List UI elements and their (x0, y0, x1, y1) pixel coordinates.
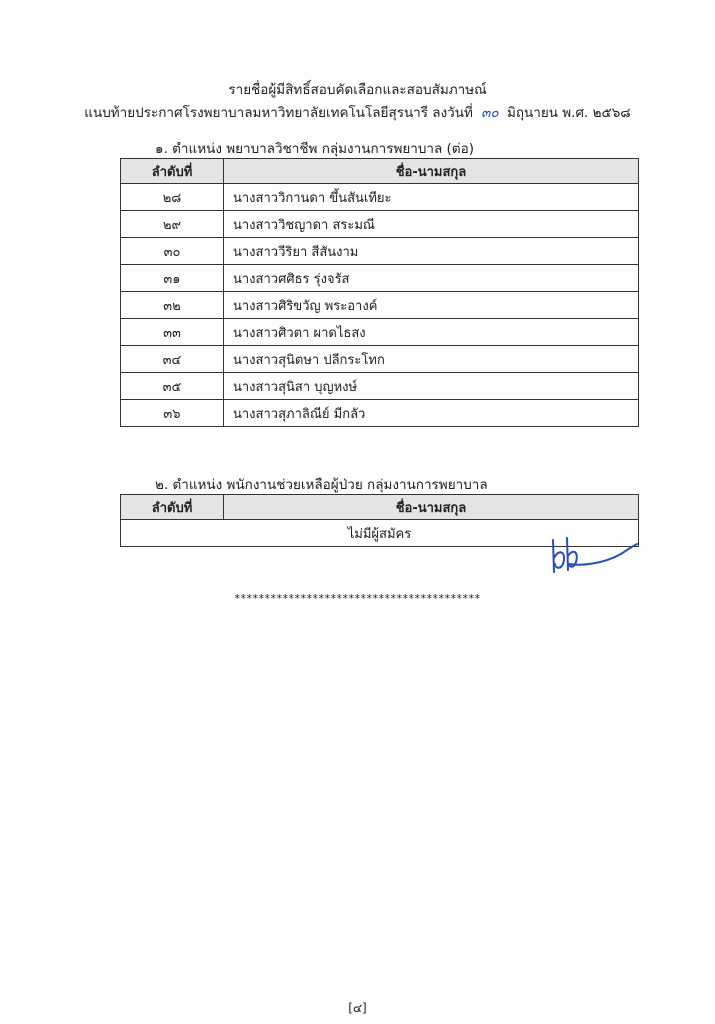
row-order-number: ๓๖ (121, 400, 224, 427)
table-row (121, 373, 639, 400)
row-full-name: นางสาวสุนิตษา ปลีกระโทก (224, 346, 639, 373)
row-full-name: นางสาวศศิธร รุ่งจรัส (224, 265, 639, 292)
row-order-number: ๓๕ (121, 373, 224, 400)
row-full-name: นางสาววีริยา สีสันงาม (224, 238, 639, 265)
row-order-number: ๓๔ (121, 346, 224, 373)
no-applicants-text: ไม่มีผู้สมัคร (121, 520, 639, 547)
table-row (121, 184, 639, 211)
section-1-table-body (121, 184, 639, 427)
table-row (121, 400, 639, 427)
section-2-heading: ๒. ตำแหน่ง พนักงานช่วยเหลือผู้ป่วย กลุ่มงานการพยาบาล (155, 477, 488, 493)
table-row (121, 238, 639, 265)
column-header-order: ลำดับที่ (121, 495, 224, 520)
table-row (121, 211, 639, 238)
column-header-name: ชื่อ-นามสกุล (224, 495, 639, 520)
table-row (121, 319, 639, 346)
document-title: รายชื่อผู้มีสิทธิ์สอบคัดเลือกและสอบสัมภาษณ์ (228, 82, 487, 98)
row-order-number: ๒๙ (121, 211, 224, 238)
row-full-name: นางสาวศิริขวัญ พระอางค์ (224, 292, 639, 319)
handwritten-day: ๓๐ (481, 105, 499, 121)
column-header-name: ชื่อ-นามสกุล (224, 159, 639, 184)
page-number: [๔] (348, 1001, 367, 1015)
row-full-name: นางสาวสุนิสา บุญหงษ์ (224, 373, 639, 400)
subtitle-suffix: มิถุนายน พ.ศ. ๒๕๖๘ (506, 105, 631, 121)
row-order-number: ๓๒ (121, 292, 224, 319)
document-subtitle (0, 101, 715, 123)
row-full-name: นางสาวศิวตา ผาดไธสง (224, 319, 639, 346)
table-row (121, 265, 639, 292)
end-separator: ***************************************** (234, 592, 481, 605)
row-full-name: นางสาววิกานดา ขึ้นสันเทียะ (224, 184, 639, 211)
table-header-row (121, 495, 639, 520)
row-full-name: นางสาววิชญาดา สระมณี (224, 211, 639, 238)
column-header-order: ลำดับที่ (121, 159, 224, 184)
table-row (121, 346, 639, 373)
row-order-number: ๓๓ (121, 319, 224, 346)
section-1-table (120, 158, 639, 427)
row-order-number: ๒๘ (121, 184, 224, 211)
table-row (121, 292, 639, 319)
section-1-heading: ๑. ตำแหน่ง พยาบาลวิชาชีพ กลุ่มงานการพยาบาล (ต่อ) (155, 141, 474, 157)
subtitle-prefix: แนบท้ายประกาศโรงพยาบาลมหาวิทยาลัยเทคโนโลยีสุรนารี ลงวันที่ (84, 105, 473, 121)
row-order-number: ๓๐ (121, 238, 224, 265)
row-full-name: นางสาวสุภาลิณีย์ มีกลัว (224, 400, 639, 427)
table-header-row (121, 159, 639, 184)
row-order-number: ๓๑ (121, 265, 224, 292)
signature-mark (543, 532, 643, 582)
